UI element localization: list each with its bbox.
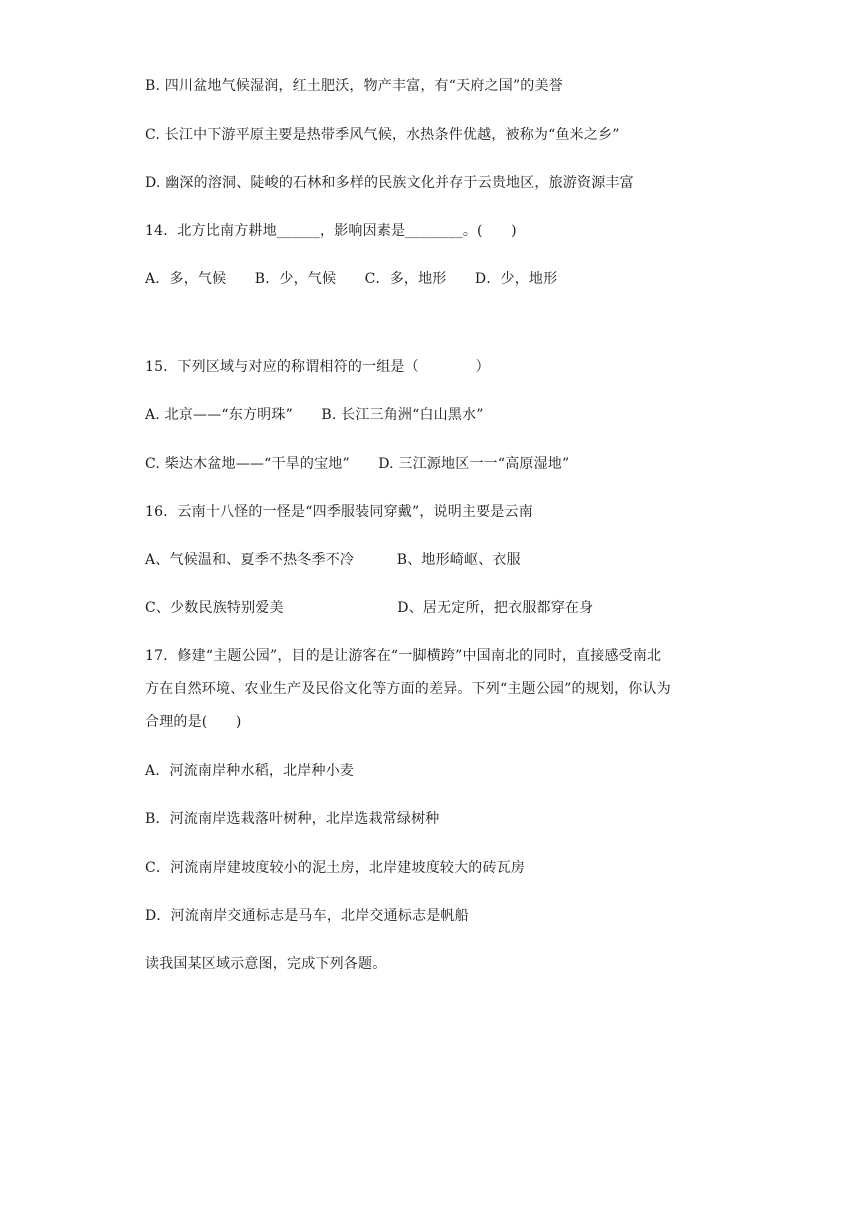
- option-17-b: B．河流南岸选栽落叶树种，北岸选栽常绿树种: [145, 811, 440, 827]
- option-13-d: D. 幽深的溶洞、陡峻的石林和多样的民族文化并存于云贵地区，旅游资源丰富: [145, 175, 634, 191]
- options-16-cd: C、少数民族特别爱美 D、居无定所，把衣服都穿在身: [145, 600, 594, 616]
- options-16-ab: A、气候温和、夏季不热冬季不冷 B、地形崎岖、衣服: [145, 552, 521, 568]
- question-17-line-1: 17．修建“主题公园”，目的是让游客在“一脚横跨”中国南北的同时，直接感受南北: [145, 648, 662, 664]
- option-13-b: B. 四川盆地气候湿润，红土肥沃，物产丰富，有“天府之国”的美誉: [145, 78, 563, 94]
- option-17-c: C．河流南岸建坡度较小的泥土房，北岸建坡度较大的砖瓦房: [145, 860, 526, 876]
- options-14: A．多，气候 B．少，气候 C．多，地形 D．少，地形: [145, 271, 558, 287]
- question-15: 15．下列区域与对应的称谓相符的一组是（ ）: [145, 359, 490, 375]
- options-15-ab: A. 北京——“东方明珠” B. 长江三角洲“白山黑水”: [145, 407, 484, 423]
- question-14: 14．北方比南方耕地______，影响因素是________。( ): [145, 223, 517, 239]
- question-17-line-2: 方在自然环境、农业生产及民俗文化等方面的差异。下列“主题公园”的规划，你认为: [145, 681, 671, 697]
- question-16: 16．云南十八怪的一怪是“四季服装同穿戴”，说明主要是云南: [145, 504, 533, 520]
- question-17-line-3: 合理的是( ): [145, 714, 242, 730]
- option-13-c: C. 长江中下游平原主要是热带季风气候，水热条件优越，被称为“鱼米之乡”: [145, 127, 620, 143]
- instruction-map: 读我国某区域示意图，完成下列各题。: [145, 956, 387, 972]
- options-15-cd: C. 柴达木盆地——“干旱的宝地” D. 三江源地区一一“高原湿地”: [145, 456, 570, 472]
- option-17-d: D．河流南岸交通标志是马车，北岸交通标志是帆船: [145, 908, 469, 924]
- option-17-a: A．河流南岸种水稻，北岸种小麦: [145, 763, 355, 779]
